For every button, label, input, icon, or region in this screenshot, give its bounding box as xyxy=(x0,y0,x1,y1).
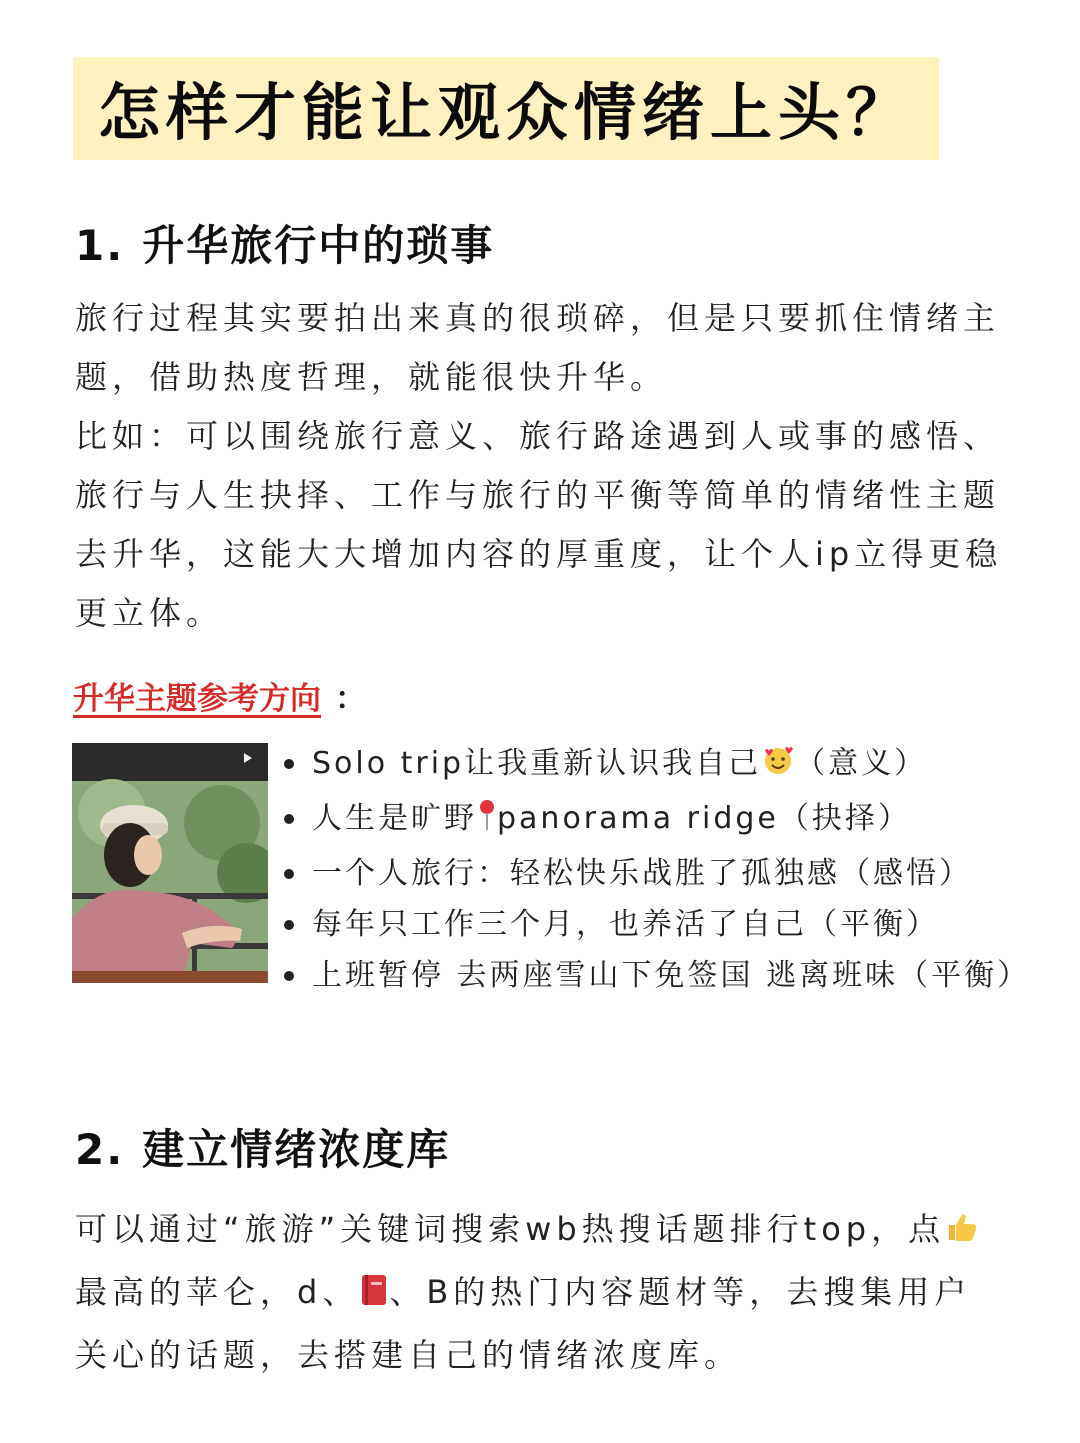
bullet-dot xyxy=(284,869,294,879)
section1-paragraph2: 比如：可以围绕旅行意义、旅行路途遇到人或事的感悟、旅行与人生抉择、工作与旅行的平衡等简单的情绪性主题去升华，这能大大增加内容的厚重度，让个人ip立得更稳更立体。 xyxy=(75,417,1003,632)
section2-title: 建立情绪浓度库 xyxy=(142,1125,451,1174)
bullet-dot xyxy=(284,814,294,824)
smiling-face-with-hearts-icon xyxy=(761,742,795,793)
section2-paragraph-part2: 最高的苹仑，d、 xyxy=(75,1273,360,1311)
bullet-dot xyxy=(284,920,294,930)
section2-paragraph xyxy=(75,1200,1005,1385)
theme-bullet-item xyxy=(284,848,1024,899)
theme-bullet-list xyxy=(284,738,1031,1001)
bullet-text: 一个人旅行：轻松快乐战胜了孤独感（感悟） xyxy=(312,856,972,891)
theme-reference-subheading xyxy=(73,676,366,722)
round-pushpin-icon xyxy=(477,797,497,848)
bullet-text: 上班暂停 去两座雪山下免签国 逃离班味（平衡） xyxy=(312,958,1031,993)
thumbs-up-icon xyxy=(945,1204,979,1263)
section2-paragraph-part3: 、B的热门内容题材等，去搜集用户关心的话题，去搭建自己的情绪浓度库。 xyxy=(75,1273,972,1374)
bullet-text: 人生是旷野 xyxy=(312,801,477,836)
section2-paragraph-part1: 可以通过“旅游”关键词搜索wb热搜话题排行top，点 xyxy=(75,1210,946,1248)
section1-number: 1. xyxy=(75,221,125,270)
subheading-colon: ： xyxy=(335,681,366,717)
traveler-photo-illustration xyxy=(72,743,268,983)
theme-bullet-item xyxy=(284,738,1024,793)
section1-paragraph1: 旅行过程其实要拍出来真的很琐碎，但是只要抓住情绪主题，借助热度哲理，就能很快升华。 xyxy=(75,299,1001,396)
subheading-text: 升华主题参考方向 xyxy=(73,681,321,717)
bullet-text: 每年只工作三个月，也养活了自己（平衡） xyxy=(312,907,939,942)
bullet-text-suffix: panorama ridge（抉择） xyxy=(497,801,911,836)
section1-title: 升华旅行中的琐事 xyxy=(142,221,495,270)
bullet-dot xyxy=(284,759,294,769)
section1-heading xyxy=(75,218,494,274)
theme-bullet-item xyxy=(284,899,1024,950)
theme-bullet-item xyxy=(284,793,1024,848)
section2-heading xyxy=(75,1122,450,1178)
bullet-text-suffix: （意义） xyxy=(795,746,928,781)
section2-number: 2. xyxy=(75,1125,125,1174)
bullet-text: Solo trip让我重新认识我自己 xyxy=(312,746,762,781)
traveler-photo xyxy=(72,743,268,983)
bullet-dot xyxy=(284,971,294,981)
page-title: 怎样才能让观众情绪上头？ xyxy=(98,76,915,149)
theme-bullet-item xyxy=(284,950,1031,1001)
red-book-icon xyxy=(359,1267,389,1326)
